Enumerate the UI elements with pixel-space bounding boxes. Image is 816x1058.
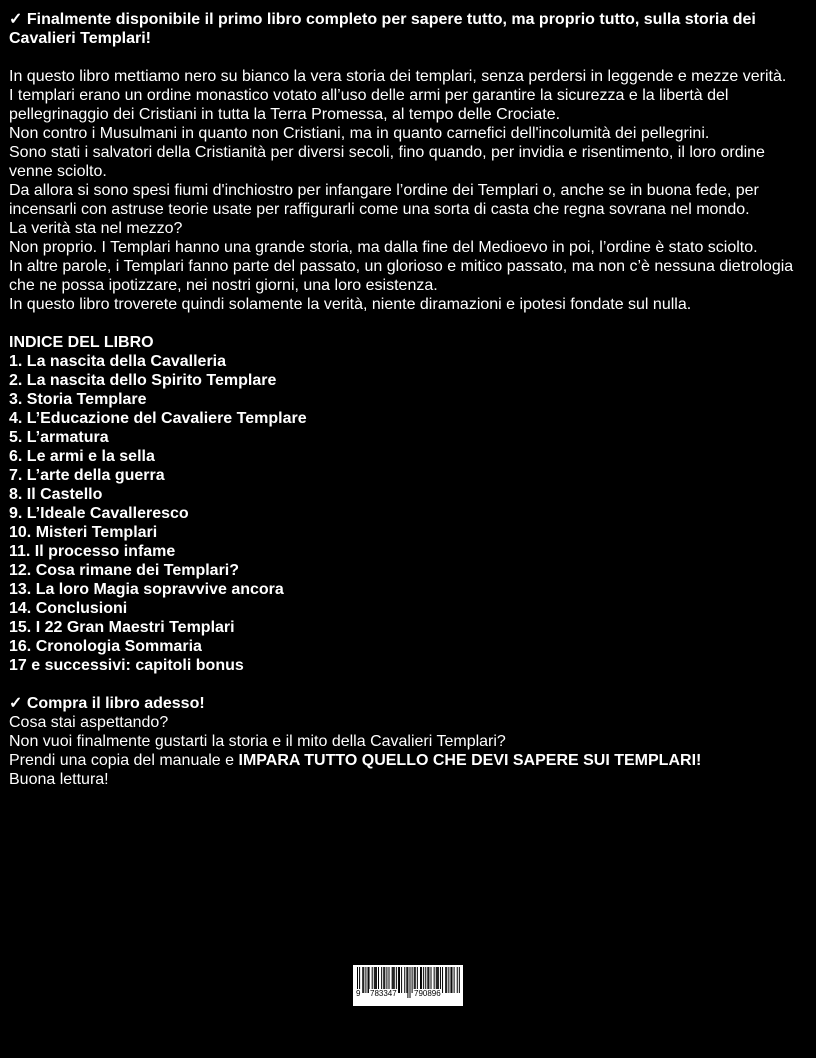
isbn-barcode [353, 965, 463, 1006]
index-item: 14. Conclusioni [9, 600, 128, 617]
index-item: 3. Storia Templare [9, 391, 147, 408]
intro-paragraph: La verità sta nel mezzo? [9, 220, 183, 237]
index-item: 11. Il processo infame [9, 543, 176, 560]
index-item: 17 e successivi: capitoli bonus [9, 657, 244, 674]
intro-paragraph: In altre parole, i Templari fanno parte del passato, un glorioso e mitico passato, ma non c’è nessuna dietrologia che ne possa ipotizzare, nei nostri giorni, una loro esistenza. [9, 258, 794, 294]
barcode-right-group: 790896 [414, 989, 441, 998]
index-item: 16. Cronologia Sommaria [9, 638, 202, 655]
index-item: 13. La loro Magia sopravvive ancora [9, 581, 284, 598]
index-title: INDICE DEL LIBRO [9, 334, 154, 351]
index-item: 6. Le armi e la sella [9, 448, 155, 465]
cta-closing: Buona lettura! [9, 771, 109, 788]
cta-line-text: Prendi una copia del manuale e [9, 752, 239, 769]
intro-paragraph: In questo libro mettiamo nero su bianco la vera storia dei templari, senza perdersi in leggende e mezze verità. [9, 68, 787, 85]
intro-paragraph: Non contro i Musulmani in quanto non Cristiani, ma in quanto carnefici dell'incolumità dei pellegrini. [9, 125, 710, 142]
index-item: 15. I 22 Gran Maestri Templari [9, 619, 235, 636]
index-item: 9. L’Ideale Cavalleresco [9, 505, 189, 522]
barcode-digits [353, 989, 463, 1001]
index-item: 2. La nascita dello Spirito Templare [9, 372, 277, 389]
headline: ✓ Finalmente disponibile il primo libro completo per sapere tutto, ma proprio tutto, sulla storia dei Cavalieri Templari! [9, 11, 756, 47]
cta-line: Cosa stai aspettando? [9, 714, 169, 731]
intro-paragraph: In questo libro troverete quindi solamente la verità, niente diramazioni e ipotesi fondate sul nulla. [9, 296, 692, 313]
intro-paragraph: Da allora si sono spesi fiumi d'inchiostro per infangare l’ordine dei Templari o, anche se in buona fede, per incensarli con astruse teorie usate per raffigurarli come una sorta di casta che regna sovrana nel mondo. [9, 182, 759, 218]
cta-title: ✓ Compra il libro adesso! [9, 695, 205, 712]
intro-paragraph: Sono stati i salvatori della Cristianità per diversi secoli, fino quando, per invidia e risentimento, il loro ordine venne sciolto. [9, 144, 765, 180]
index-item: 5. L’armatura [9, 429, 109, 446]
barcode-left-group: 783347 [370, 989, 397, 998]
index-item: 1. La nascita della Cavalleria [9, 353, 227, 370]
spacer [9, 48, 799, 67]
index-item: 4. L’Educazione del Cavaliere Templare [9, 410, 307, 427]
barcode-first-digit: 9 [356, 989, 361, 998]
spacer [9, 675, 799, 694]
cta-line [9, 751, 799, 770]
spacer [9, 314, 799, 333]
index-list [9, 352, 799, 675]
cta-line: Non vuoi finalmente gustarti la storia e il mito della Cavalieri Templari? [9, 733, 506, 750]
cta-emphasis: IMPARA TUTTO QUELLO CHE DEVI SAPERE SUI TEMPLARI! [238, 752, 702, 769]
index-item: 10. Misteri Templari [9, 524, 158, 541]
description-block [9, 10, 799, 789]
intro-paragraph: I templari erano un ordine monastico votato all’uso delle armi per garantire la sicurezza e la libertà del pellegrinaggio dei Cristiani in tutta la Terra Promessa, al tempo delle Crociate. [9, 87, 729, 123]
index-item: 12. Cosa rimane dei Templari? [9, 562, 240, 579]
index-item: 8. Il Castello [9, 486, 103, 503]
index-item: 7. L’arte della guerra [9, 467, 165, 484]
intro-paragraph: Non proprio. I Templari hanno una grande storia, ma dalla fine del Medioevo in poi, l’ordine è stato sciolto. [9, 239, 758, 256]
